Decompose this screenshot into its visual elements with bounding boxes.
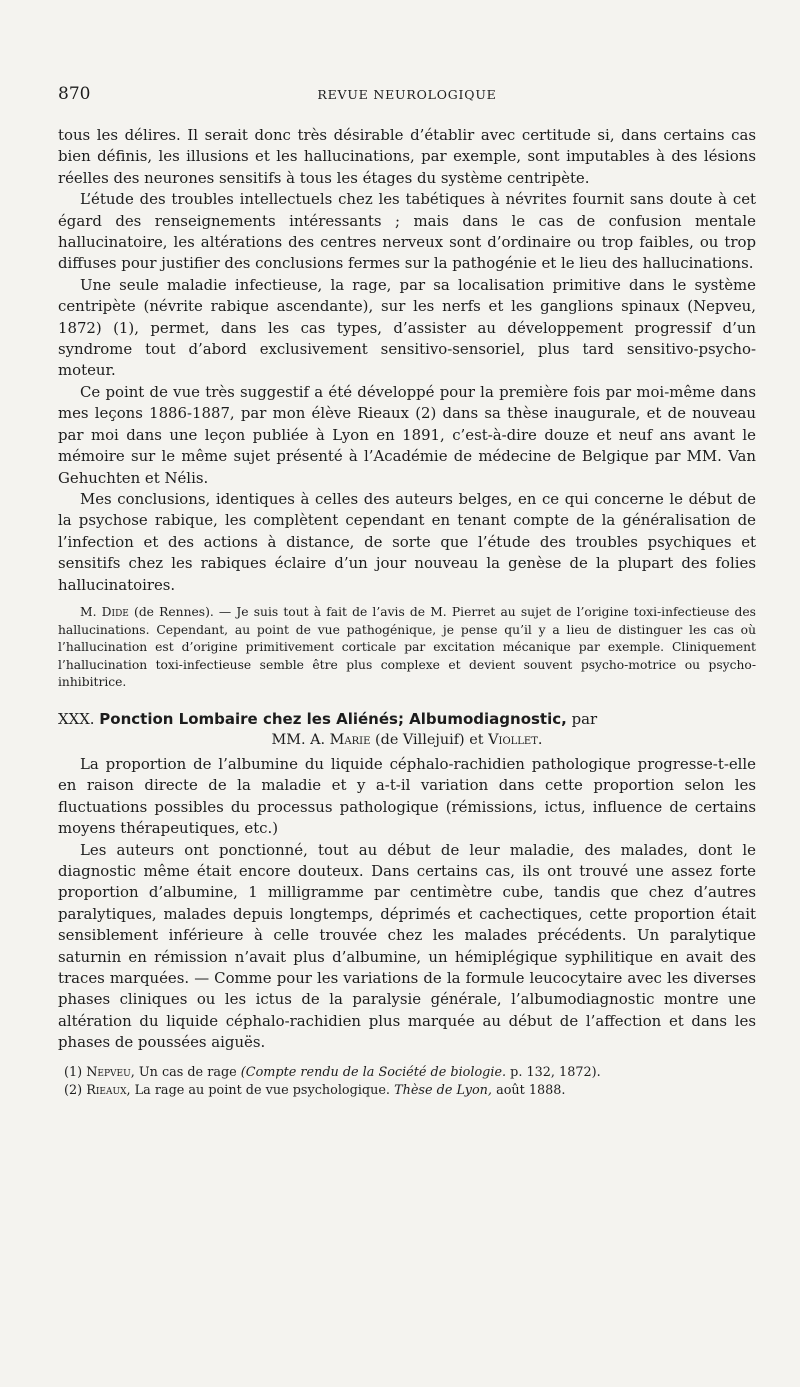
footnote-2-end: août 1888. <box>496 1083 566 1099</box>
discussion-speaker: M. Dide <box>80 604 129 619</box>
footnote-1-italic: (Compte rendu de la Société de biologie. <box>240 1064 507 1080</box>
paragraph-1: tous les délires. Il serait donc très désirable d’établir avec certitude si, dans certains cas bien définis, les illusions et les hallucinations, par exemple, sont imputables à des lésions réelles des neurones sensitifs à tous les étages du système centripète. <box>58 126 756 187</box>
footnote-1 <box>58 1064 756 1083</box>
footnote-1-author: Nepveu, <box>86 1064 135 1080</box>
footnote-1-marker: (1) <box>64 1064 83 1080</box>
footnote-1-text: Un cas de rage <box>138 1064 237 1080</box>
section-paragraph-2: Les auteurs ont ponctionné, tout au début de leur maladie, des malades, dont le diagnostic même était encore douteux. Dans certains cas, ils ont trouvé une assez forte proportion d’albumine, 1 milligramme par centimètre cube, tandis que chez d’autres paralytiques, malades depuis longtemps, déprimés et cachectiques, cette proportion était sensiblement inférieure à celle trouvée chez les malades précédents. Un paralytique saturnin en rémission n’avait plus d’albumine, un hémiplégique syphilitique en avait des traces marquées. — Comme pour les variations de la formule leucocytaire avec les diverses phases cliniques ou les ictus de la paralysie générale, l’albumodiagnostic montre une altération du liquide céphalo-rachidien plus marquée au début de l’affection et dans les phases de poussées aiguës. <box>58 840 756 1052</box>
section-number: XXX. <box>58 709 95 728</box>
footnote-2 <box>58 1082 756 1101</box>
discussion-text: — Je suis tout à fait de l’avis de M. Pierret au sujet de l’origine toxi-infectieuse des hallucinations. Cependant, au point de vue pathogénique, je pense qu’il y a lieu de distinguer les cas où l’hallucination est d’origine primitivement corticale par excitation mécanique par exemple. Cliniquement l’hallucination toxi-infectieuse semble être plus complexe et devient souvent psycho-motrice ou psycho-inhibitrice. <box>58 604 756 690</box>
section-by: par <box>571 709 598 728</box>
authors-mid: (de Villejuif) et <box>375 731 484 748</box>
footnote-2-marker: (2) <box>64 1083 83 1099</box>
author-marie: Marie <box>329 731 371 748</box>
footnote-2-author: Rieaux, <box>86 1083 131 1099</box>
paragraph-2: L’étude des troubles intellectuels chez les tabétiques à névrites fournit sans doute à cet égard des renseignements intéressants ; mais dans le cas de confusion mentale hallucinatoire, les altérations des centres nerveux sont d’ordinaire ou trop faibles, ou trop diffuses pour justifier des conclusions fermes sur la pathogénie et le lieu des hallucinations. <box>58 190 756 273</box>
section-title: Ponction Lombaire chez les Aliénés; Albumodiagnostic, <box>99 709 567 728</box>
paragraph-4: Ce point de vue très suggestif a été développé pour la première fois par moi-même dans mes leçons 1886-1887, par mon élève Rieaux (2) dans sa thèse inaugurale, et de nouveau par moi dans une leçon publiée à Lyon en 1891, c’est-à-dire douze et neuf ans avant le mémoire sur le même sujet présenté à l’Académie de médecine de Belgique par MM. Van Gehuchten et Nélis. <box>58 382 756 487</box>
body-text <box>58 125 756 1101</box>
section-authors <box>58 730 756 750</box>
paragraph-5: Mes conclusions, identiques à celles des auteurs belges, en ce qui concerne le début de la psychose rabique, les complètent cependant en tenant compte de la généralisation de l’infection et des actions à distance, de sorte que l’étude des troubles psychiques et sensitifs chez les rabiques éclaire d’un jour nouveau la genèse de la plupart des folies hallucinatoires. <box>58 489 756 594</box>
footnote-1-end: p. 132, 1872). <box>510 1064 601 1080</box>
journal-title: REVUE NEUROLOGIQUE <box>317 87 497 102</box>
section-heading <box>58 709 756 730</box>
footnote-2-italic: Thèse de Lyon, <box>394 1083 492 1099</box>
discussion-remark <box>58 604 756 692</box>
footnotes <box>58 1064 756 1101</box>
running-head <box>58 84 756 108</box>
discussion-affiliation: (de Rennes). <box>134 604 214 619</box>
paragraph-3: Une seule maladie infectieuse, la rage, par sa localisation primitive dans le système centripète (névrite rabique ascendante), sur les nerfs et les ganglions spinaux (Nepveu, 1872) (1), permet, dans les cas types, d’assister au développement progressif d’un syndrome tout d’abord exclusivement sensitivo-sensoriel, plus tard sensitivo-psycho-moteur. <box>58 275 756 380</box>
author-viollet: Viollet. <box>488 731 543 748</box>
page-number: 870 <box>58 84 91 104</box>
section-paragraph-1: La proportion de l’albumine du liquide céphalo-rachidien pathologique progresse-t-elle en raison directe de la maladie et y a-t-il variation dans cette proportion selon les fluctuations possibles du processus pathologique (rémissions, ictus, influence de certains moyens thérapeutiques, etc.) <box>58 754 756 838</box>
authors-prefix: MM. A. <box>271 731 326 748</box>
footnote-2-text: La rage au point de vue psychologique. <box>134 1083 390 1099</box>
